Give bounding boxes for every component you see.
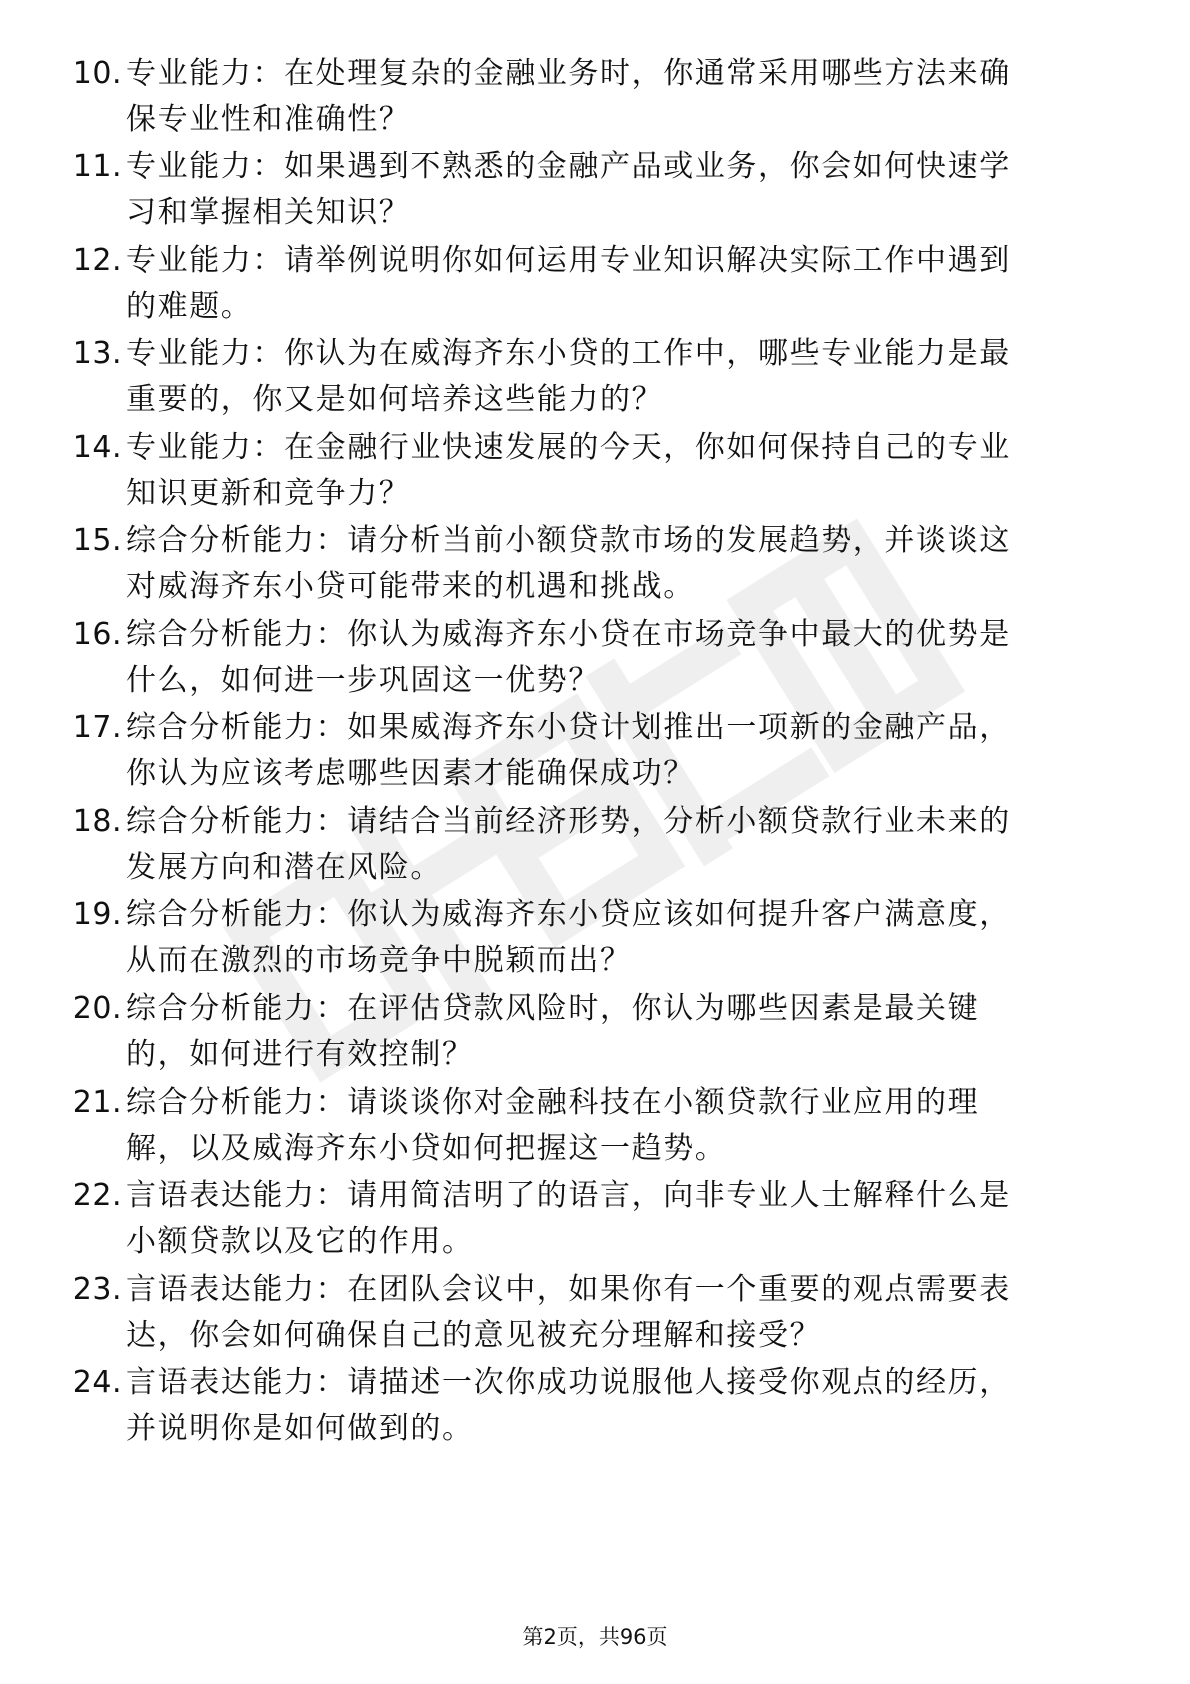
question-number: 12. [72, 243, 122, 278]
question-item [56, 56, 1136, 146]
question-number: 11. [72, 149, 122, 184]
question-text-line2: 达，你会如何确保自己的意见被充分理解和接受？ [126, 1318, 822, 1353]
question-item [56, 710, 1136, 800]
question-item [56, 1365, 1136, 1455]
question-item [56, 523, 1136, 613]
question-text-line2: 保专业性和准确性？ [126, 102, 411, 137]
question-number: 22. [72, 1178, 122, 1213]
question-text-line2: 解，以及威海齐东小贷如何把握这一趋势。 [126, 1131, 727, 1166]
question-text-line1: 综合分析能力：请结合当前经济形势，分析小额贷款行业未来的 [126, 804, 1011, 839]
question-text-line1: 言语表达能力：在团队会议中，如果你有一个重要的观点需要表 [126, 1272, 1011, 1307]
question-item [56, 243, 1136, 333]
question-text-line1: 专业能力：请举例说明你如何运用专业知识解决实际工作中遇到 [126, 243, 1011, 278]
question-text-line1: 综合分析能力：如果威海齐东小贷计划推出一项新的金融产品， [126, 710, 1011, 745]
question-text-line2: 从而在激烈的市场竞争中脱颖而出？ [126, 943, 632, 978]
question-text-line2: 的，如何进行有效控制？ [126, 1037, 474, 1072]
question-text-line1: 言语表达能力：请用简洁明了的语言，向非专业人士解释什么是 [126, 1178, 1011, 1213]
question-text-line1: 专业能力：在金融行业快速发展的今天，你如何保持自己的专业 [126, 430, 1011, 465]
question-item [56, 897, 1136, 987]
question-text-line1: 综合分析能力：请谈谈你对金融科技在小额贷款行业应用的理 [126, 1085, 980, 1120]
question-text-line1: 综合分析能力：请分析当前小额贷款市场的发展趋势，并谈谈这 [126, 523, 1011, 558]
question-number: 24. [72, 1365, 122, 1400]
question-text-line1: 专业能力：你认为在威海齐东小贷的工作中，哪些专业能力是最 [126, 336, 1011, 371]
question-number: 16. [72, 617, 122, 652]
question-number: 13. [72, 336, 122, 371]
question-number: 14. [72, 430, 122, 465]
question-number: 21. [72, 1085, 122, 1120]
question-number: 20. [72, 991, 122, 1026]
question-number: 17. [72, 710, 122, 745]
question-text-line2: 小额贷款以及它的作用。 [126, 1224, 474, 1259]
question-item [56, 149, 1136, 239]
question-text-line2: 什么，如何进一步巩固这一优势？ [126, 663, 600, 698]
question-item [56, 336, 1136, 426]
question-text-line1: 综合分析能力：你认为威海齐东小贷应该如何提升客户满意度， [126, 897, 1011, 932]
question-item [56, 430, 1136, 520]
question-text-line1: 专业能力：如果遇到不熟悉的金融产品或业务，你会如何快速学 [126, 149, 1011, 184]
question-text-line2: 你认为应该考虑哪些因素才能确保成功？ [126, 756, 695, 791]
question-number: 19. [72, 897, 122, 932]
question-text-line2: 并说明你是如何做到的。 [126, 1411, 474, 1446]
question-item [56, 617, 1136, 707]
page-number-footer: 第2页，共96页 [522, 1625, 668, 1649]
question-item [56, 1272, 1136, 1362]
question-number: 10. [72, 56, 122, 91]
question-number: 15. [72, 523, 122, 558]
question-item [56, 1085, 1136, 1175]
question-text-line1: 综合分析能力：在评估贷款风险时，你认为哪些因素是最关键 [126, 991, 980, 1026]
question-text-line1: 言语表达能力：请描述一次你成功说服他人接受你观点的经历， [126, 1365, 1011, 1400]
question-text-line2: 知识更新和竞争力？ [126, 476, 411, 511]
question-number: 23. [72, 1272, 122, 1307]
question-number: 18. [72, 804, 122, 839]
question-text-line2: 对威海齐东小贷可能带来的机遇和挑战。 [126, 569, 695, 604]
question-text-line2: 重要的，你又是如何培养这些能力的？ [126, 382, 664, 417]
question-text-line2: 发展方向和潜在风险。 [126, 850, 442, 885]
question-text-line1: 综合分析能力：你认为威海齐东小贷在市场竞争中最大的优势是 [126, 617, 1011, 652]
question-text-line2: 的难题。 [126, 289, 253, 324]
question-item [56, 991, 1136, 1081]
question-item [56, 1178, 1136, 1268]
question-text-line2: 习和掌握相关知识？ [126, 195, 411, 230]
question-item [56, 804, 1136, 894]
question-text-line1: 专业能力：在处理复杂的金融业务时，你通常采用哪些方法来确 [126, 56, 1011, 91]
